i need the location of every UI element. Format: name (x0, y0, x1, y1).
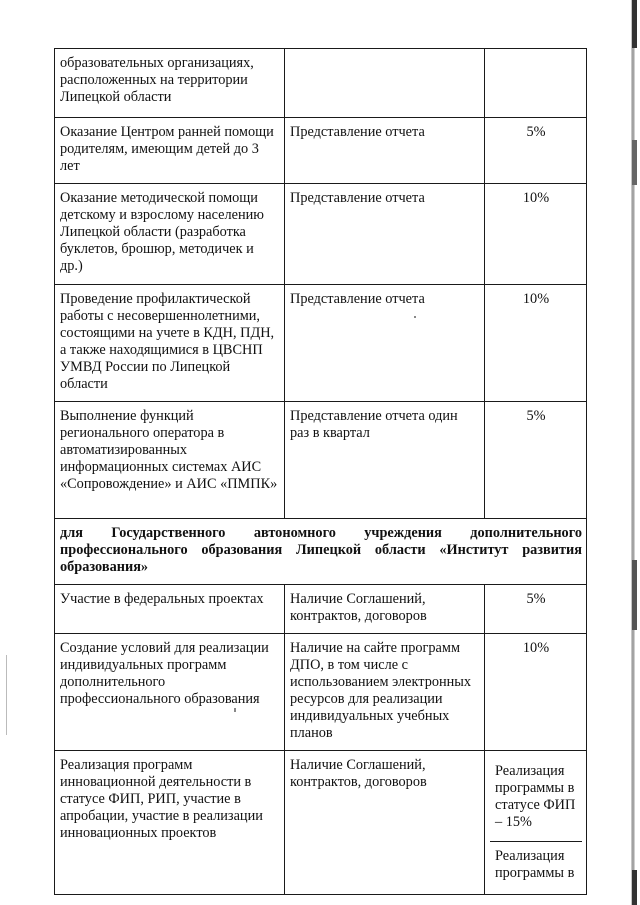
weight-cell: 5% (485, 118, 587, 184)
activity-cell: Проведение профилактической работы с несовершеннолетними, состоящими на учете в КДН, ПДН, а также находящимися в ЦВСНП УМВД России по Липецкой области (55, 285, 285, 402)
table-row (55, 49, 587, 118)
scan-edge-mark (632, 0, 637, 48)
form-cell: Представление отчета один раз в квартал (285, 402, 485, 519)
form-cell: Наличие Соглашений, контрактов, договоров (285, 585, 485, 634)
scan-speck (234, 708, 236, 712)
section-heading: для Государственного автономного учреждения дополнительного профессионального образования Липецкой области «Институт развития образования» (55, 519, 587, 585)
scan-edge-mark (632, 560, 637, 630)
activity-cell: Создание условий для реализации индивидуальных программ дополнительного профессионального образования (55, 634, 285, 751)
form-cell: Наличие на сайте программ ДПО, в том числе с использованием электронных ресурсов для реализации индивидуальных учебных планов (285, 634, 485, 751)
weight-cell: 5% (485, 402, 587, 519)
form-cell: Наличие Соглашений, контрактов, договоров (285, 751, 485, 895)
activity-cell: Выполнение функций регионального оператора в автоматизированных информационных системах АИС «Сопровождение» и АИС «ПМПК» (55, 402, 285, 519)
table-row (55, 184, 587, 285)
activity-cell: Реализация программ инновационной деятельности в статусе ФИП, РИП, участие в апробации, участие в реализации инновационных проектов (55, 751, 285, 895)
table-row (55, 402, 587, 519)
form-cell: Представление отчета (285, 184, 485, 285)
form-cell: Представление отчета (285, 118, 485, 184)
scan-edge-mark (632, 870, 637, 905)
activity-cell: Оказание методической помощи детскому и взрослому населению Липецкой области (разработка буклетов, брошюр, методичек и др.) (55, 184, 285, 285)
table-row (55, 585, 587, 634)
scan-edge (631, 0, 635, 905)
table-row (55, 285, 587, 402)
scan-speck (6, 655, 7, 735)
scan-speck (414, 316, 416, 318)
section-heading-row (55, 519, 587, 585)
weight-cell-bottom: Реализация программы в (495, 848, 575, 881)
activity-cell: Участие в федеральных проектах (55, 585, 285, 634)
weight-cell: 10% (485, 634, 587, 751)
activity-cell: Оказание Центром ранней помощи родителям, имеющим детей до 3 лет (55, 118, 285, 184)
form-cell (285, 49, 485, 118)
table-row (55, 751, 587, 895)
activity-cell: образовательных организациях, расположенных на территории Липецкой области (55, 49, 285, 118)
weight-split-cell (485, 751, 587, 895)
weight-cell (485, 49, 587, 118)
weight-cell: 5% (485, 585, 587, 634)
table-row (55, 634, 587, 751)
scan-edge-mark (632, 140, 637, 185)
weight-cell: 10% (485, 285, 587, 402)
weight-cell: 10% (485, 184, 587, 285)
table-row (55, 118, 587, 184)
criteria-table (54, 48, 587, 895)
weight-cell-top: Реализация программы в статусе ФИП – 15% (490, 757, 582, 842)
form-cell: Представление отчета (285, 285, 485, 402)
